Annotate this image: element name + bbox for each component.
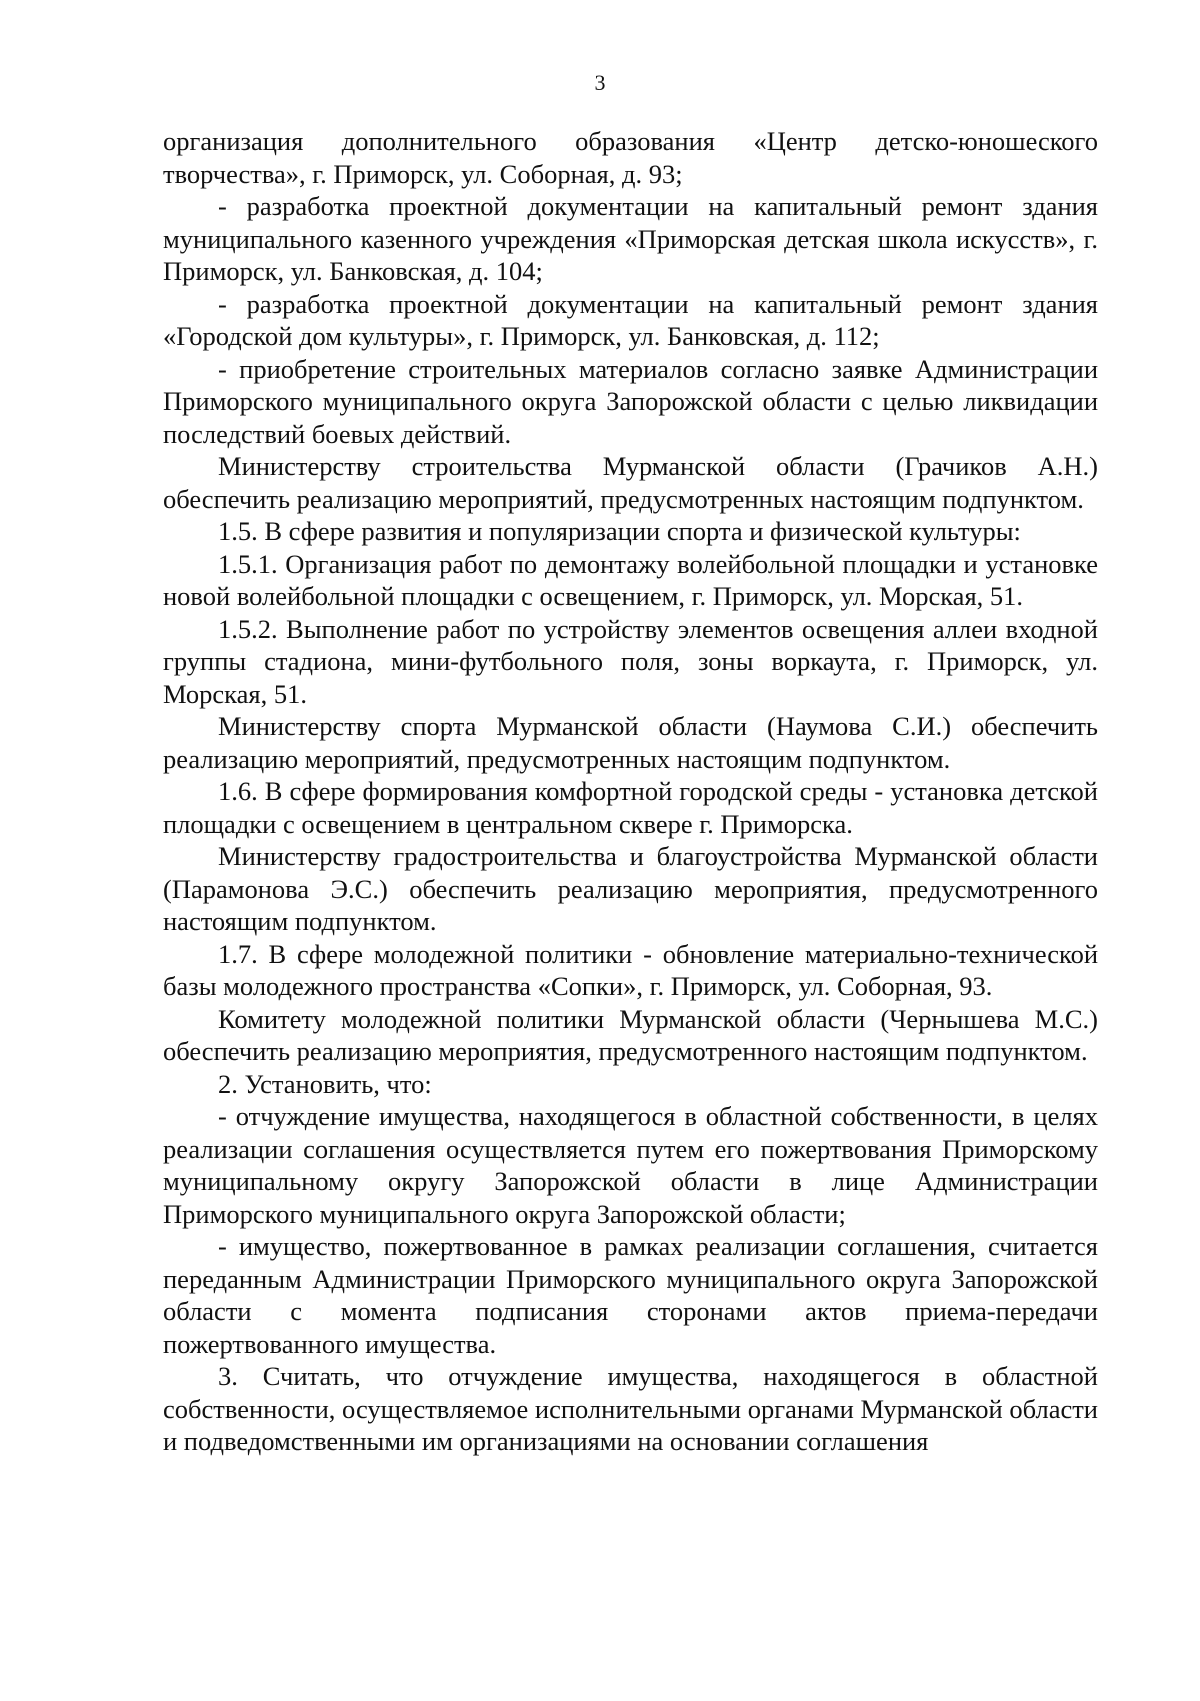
paragraph: 3. Считать, что отчуждение имущества, находящегося в областной собственности, осуществляемое исполнительными органами Мурманской области и подведомственными им организациями на основании соглашения [163,1361,1098,1456]
page-number: 3 [594,70,606,95]
paragraph: - разработка проектной документации на капитальный ремонт здания «Городской дом культуры», г. Приморск, ул. Банковская, д. 112; [163,288,1098,351]
document-body [163,125,1098,1458]
paragraph: Комитету молодежной политики Мурманской области (Чернышева М.С.) обеспечить реализацию мероприятия, предусмотренного настоящим подпунктом. [163,1003,1098,1066]
paragraph: организация дополнительного образования «Центр детско-юношеского творчества», г. Приморск, ул. Соборная, д. 93; [163,126,1098,189]
paragraph: - разработка проектной документации на капитальный ремонт здания муниципального казенного учреждения «Приморская детская школа искусств», г. Приморск, ул. Банковская, д. 104; [163,191,1098,286]
paragraph: 1.5.1. Организация работ по демонтажу волейбольной площадки и установке новой волейбольной площадки с освещением, г. Приморск, ул. Морская, 51. [163,548,1098,611]
paragraph: 1.6. В сфере формирования комфортной городской среды - установка детской площадки с освещением в центральном сквере г. Приморска. [163,776,1098,839]
paragraph: - имущество, пожертвованное в рамках реализации соглашения, считается переданным Администрации Приморского муниципального округа Запорожской области с момента подписания сторонами актов приема-передачи пожертвованного имущества. [163,1231,1098,1359]
paragraph: 1.5. В сфере развития и популяризации спорта и физической культуры: [218,516,1021,546]
paragraph: 1.5.2. Выполнение работ по устройству элементов освещения аллеи входной группы стадиона, мини-футбольного поля, зоны воркаута, г. Приморск, ул. Морская, 51. [163,613,1098,709]
paragraph: - отчуждение имущества, находящегося в областной собственности, в целях реализации соглашения осуществляется путем его пожертвования Приморскому муниципальному округу Запорожской области в лице Администрации Приморского муниципального округа Запорожской области; [163,1101,1098,1229]
paragraph: Министерству строительства Мурманской области (Грачиков А.Н.) обеспечить реализацию мероприятий, предусмотренных настоящим подпунктом. [163,451,1098,514]
paragraph: - приобретение строительных материалов согласно заявке Администрации Приморского муниципального округа Запорожской области с целью ликвидации последствий боевых действий. [163,353,1098,449]
paragraph: 2. Установить, что: [218,1068,432,1099]
paragraph: 1.7. В сфере молодежной политики - обновление материально-технической базы молодежного пространства «Сопки», г. Приморск, ул. Соборная, 93. [163,938,1098,1001]
paragraph: Министерству градостроительства и благоустройства Мурманской области (Парамонова Э.С.) обеспечить реализацию мероприятия, предусмотренного настоящим подпунктом. [163,841,1098,936]
paragraph: Министерству спорта Мурманской области (Наумова С.И.) обеспечить реализацию мероприятий, предусмотренных настоящим подпунктом. [163,711,1098,774]
